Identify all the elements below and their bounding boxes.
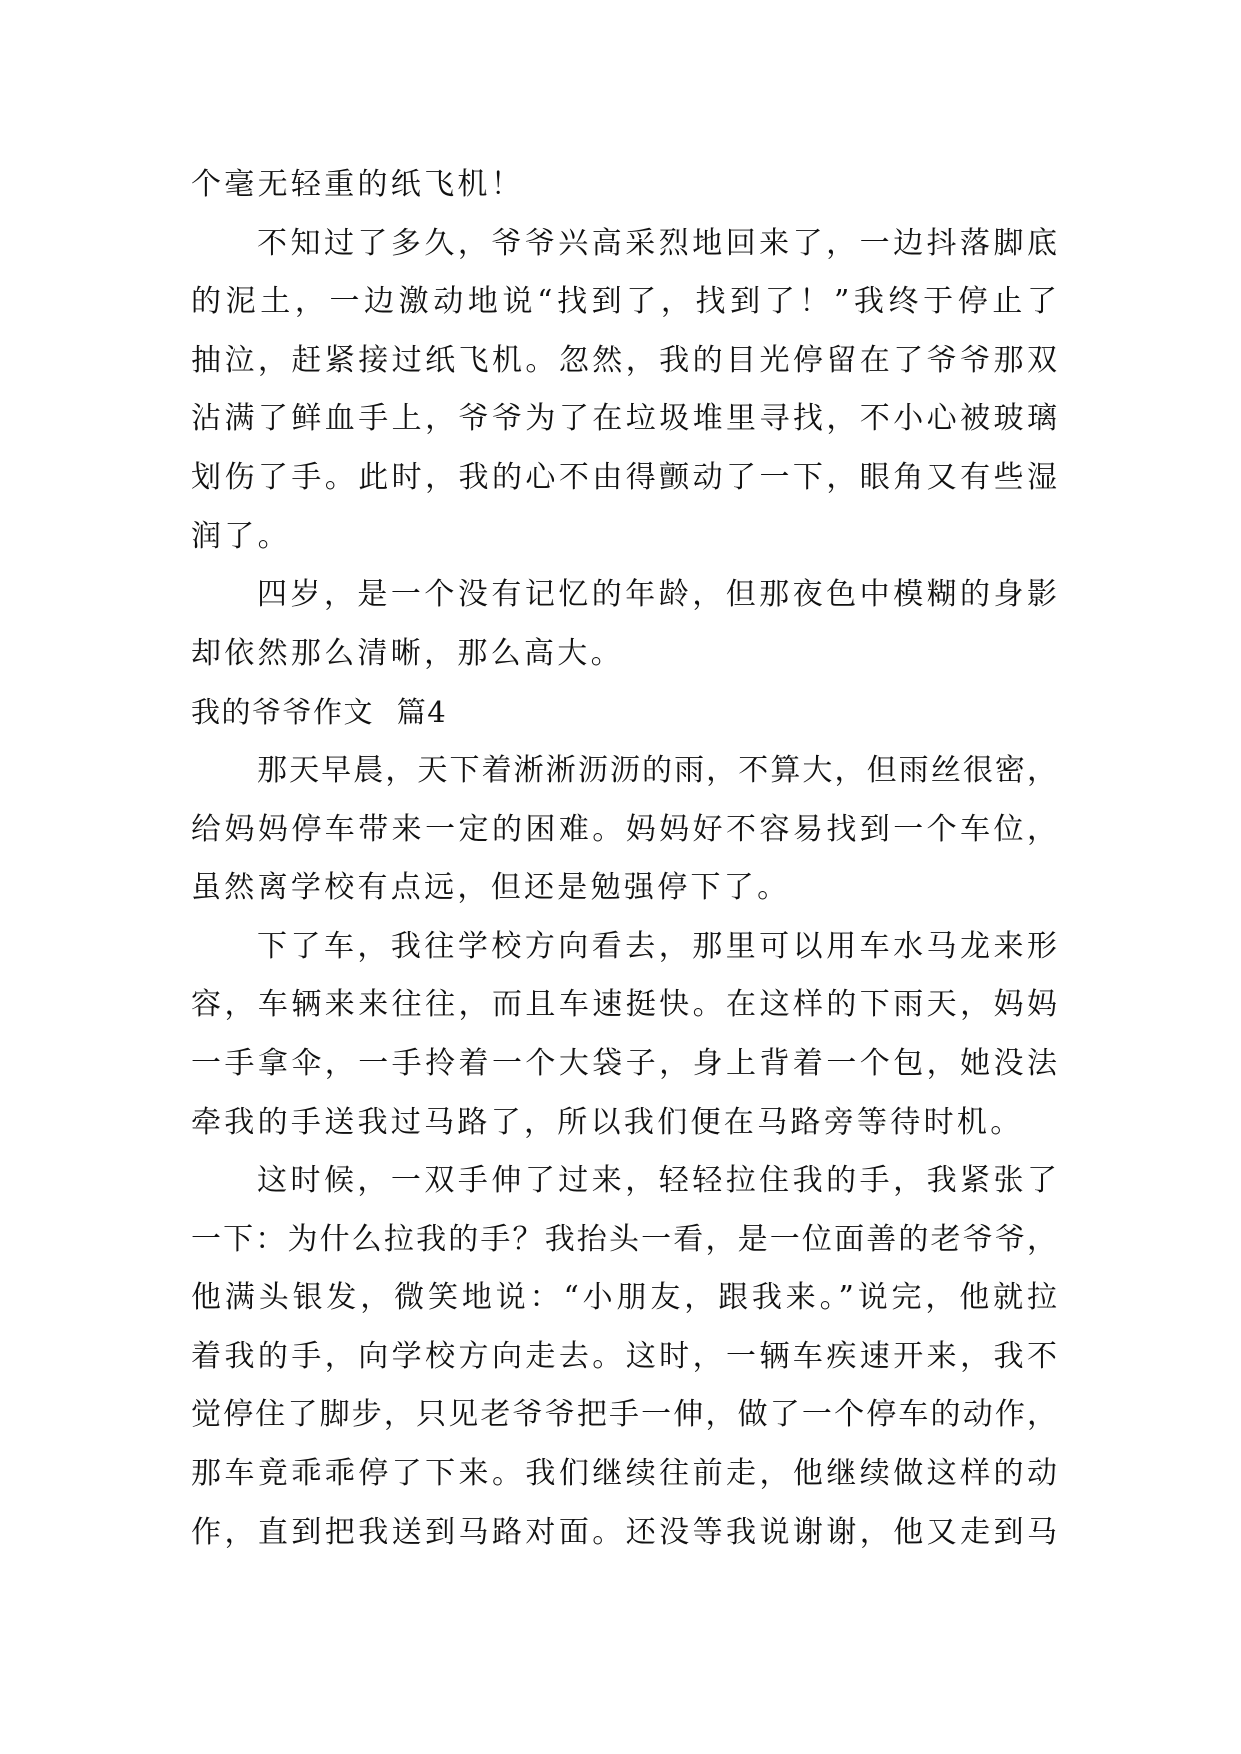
text-line: 这时候，一双手伸了过来，轻轻拉住我的手，我紧张了 [257,1163,1057,1199]
text-line: 不知过了多久，爷爷兴高采烈地回来了，一边抖落脚底 [257,225,1057,261]
text-line: 的泥土，一边激动地说“找到了，找到了！”我终于停止了 [191,284,1057,320]
text-line: 一下：为什么拉我的手？我抬头一看，是一位面善的老爷爷， [191,1221,1057,1257]
text-line: 一手拿伞，一手拎着一个大袋子，身上背着一个包，她没法 [191,1045,1057,1081]
text-line: 那天早晨，天下着淅淅沥沥的雨，不算大，但雨丝很密， [257,752,1057,788]
paragraph [191,918,1057,1152]
article-title: 我的爷爷作文 篇4 [191,695,448,730]
paragraph [191,566,1057,683]
text-line: 那车竟乖乖停了下来。我们继续往前走，他继续做这样的动 [191,1456,1057,1492]
paragraph [191,215,1057,567]
article-section [191,683,1057,1562]
text-line: 着我的手，向学校方向走去。这时，一辆车疾速开来，我不 [191,1338,1057,1374]
text-line: 沾满了鲜血手上，爷爷为了在垃圾堆里寻找，不小心被玻璃 [191,401,1057,437]
text-line: 划伤了手。此时，我的心不由得颤动了一下，眼角又有些湿 [191,459,1057,495]
text-line: 润了。 [191,518,291,554]
text-line: 个毫无轻重的纸飞机！ [191,167,524,202]
text-line: 作，直到把我送到马路对面。还没等我说谢谢，他又走到马 [191,1514,1057,1550]
text-line: 下了车，我往学校方向看去，那里可以用车水马龙来形 [257,928,1057,964]
text-line: 觉停住了脚步，只见老爷爷把手一伸，做了一个停车的动作， [191,1397,1057,1433]
text-line: 他满头银发，微笑地说：“小朋友，跟我来。”说完，他就拉 [191,1280,1057,1316]
text-line: 四岁，是一个没有记忆的年龄，但那夜色中模糊的身影 [257,577,1057,613]
text-line: 虽然离学校有点远，但还是勉强停下了。 [191,870,791,906]
paragraph [191,742,1057,918]
text-line: 给妈妈停车带来一定的困难。妈妈好不容易找到一个车位， [191,811,1057,847]
text-line: 抽泣，赶紧接过纸飞机。忽然，我的目光停留在了爷爷那双 [191,342,1057,378]
text-line: 却依然那么清晰，那么高大。 [191,635,624,671]
document-body [191,156,1057,1562]
text-line: 容，车辆来来往往，而且车速挺快。在这样的下雨天，妈妈 [191,987,1057,1023]
text-line: 牵我的手送我过马路了，所以我们便在马路旁等待时机。 [191,1104,1024,1140]
paragraph [191,1152,1057,1562]
previous-article-continuation [191,156,1057,683]
paragraph [191,156,1057,215]
